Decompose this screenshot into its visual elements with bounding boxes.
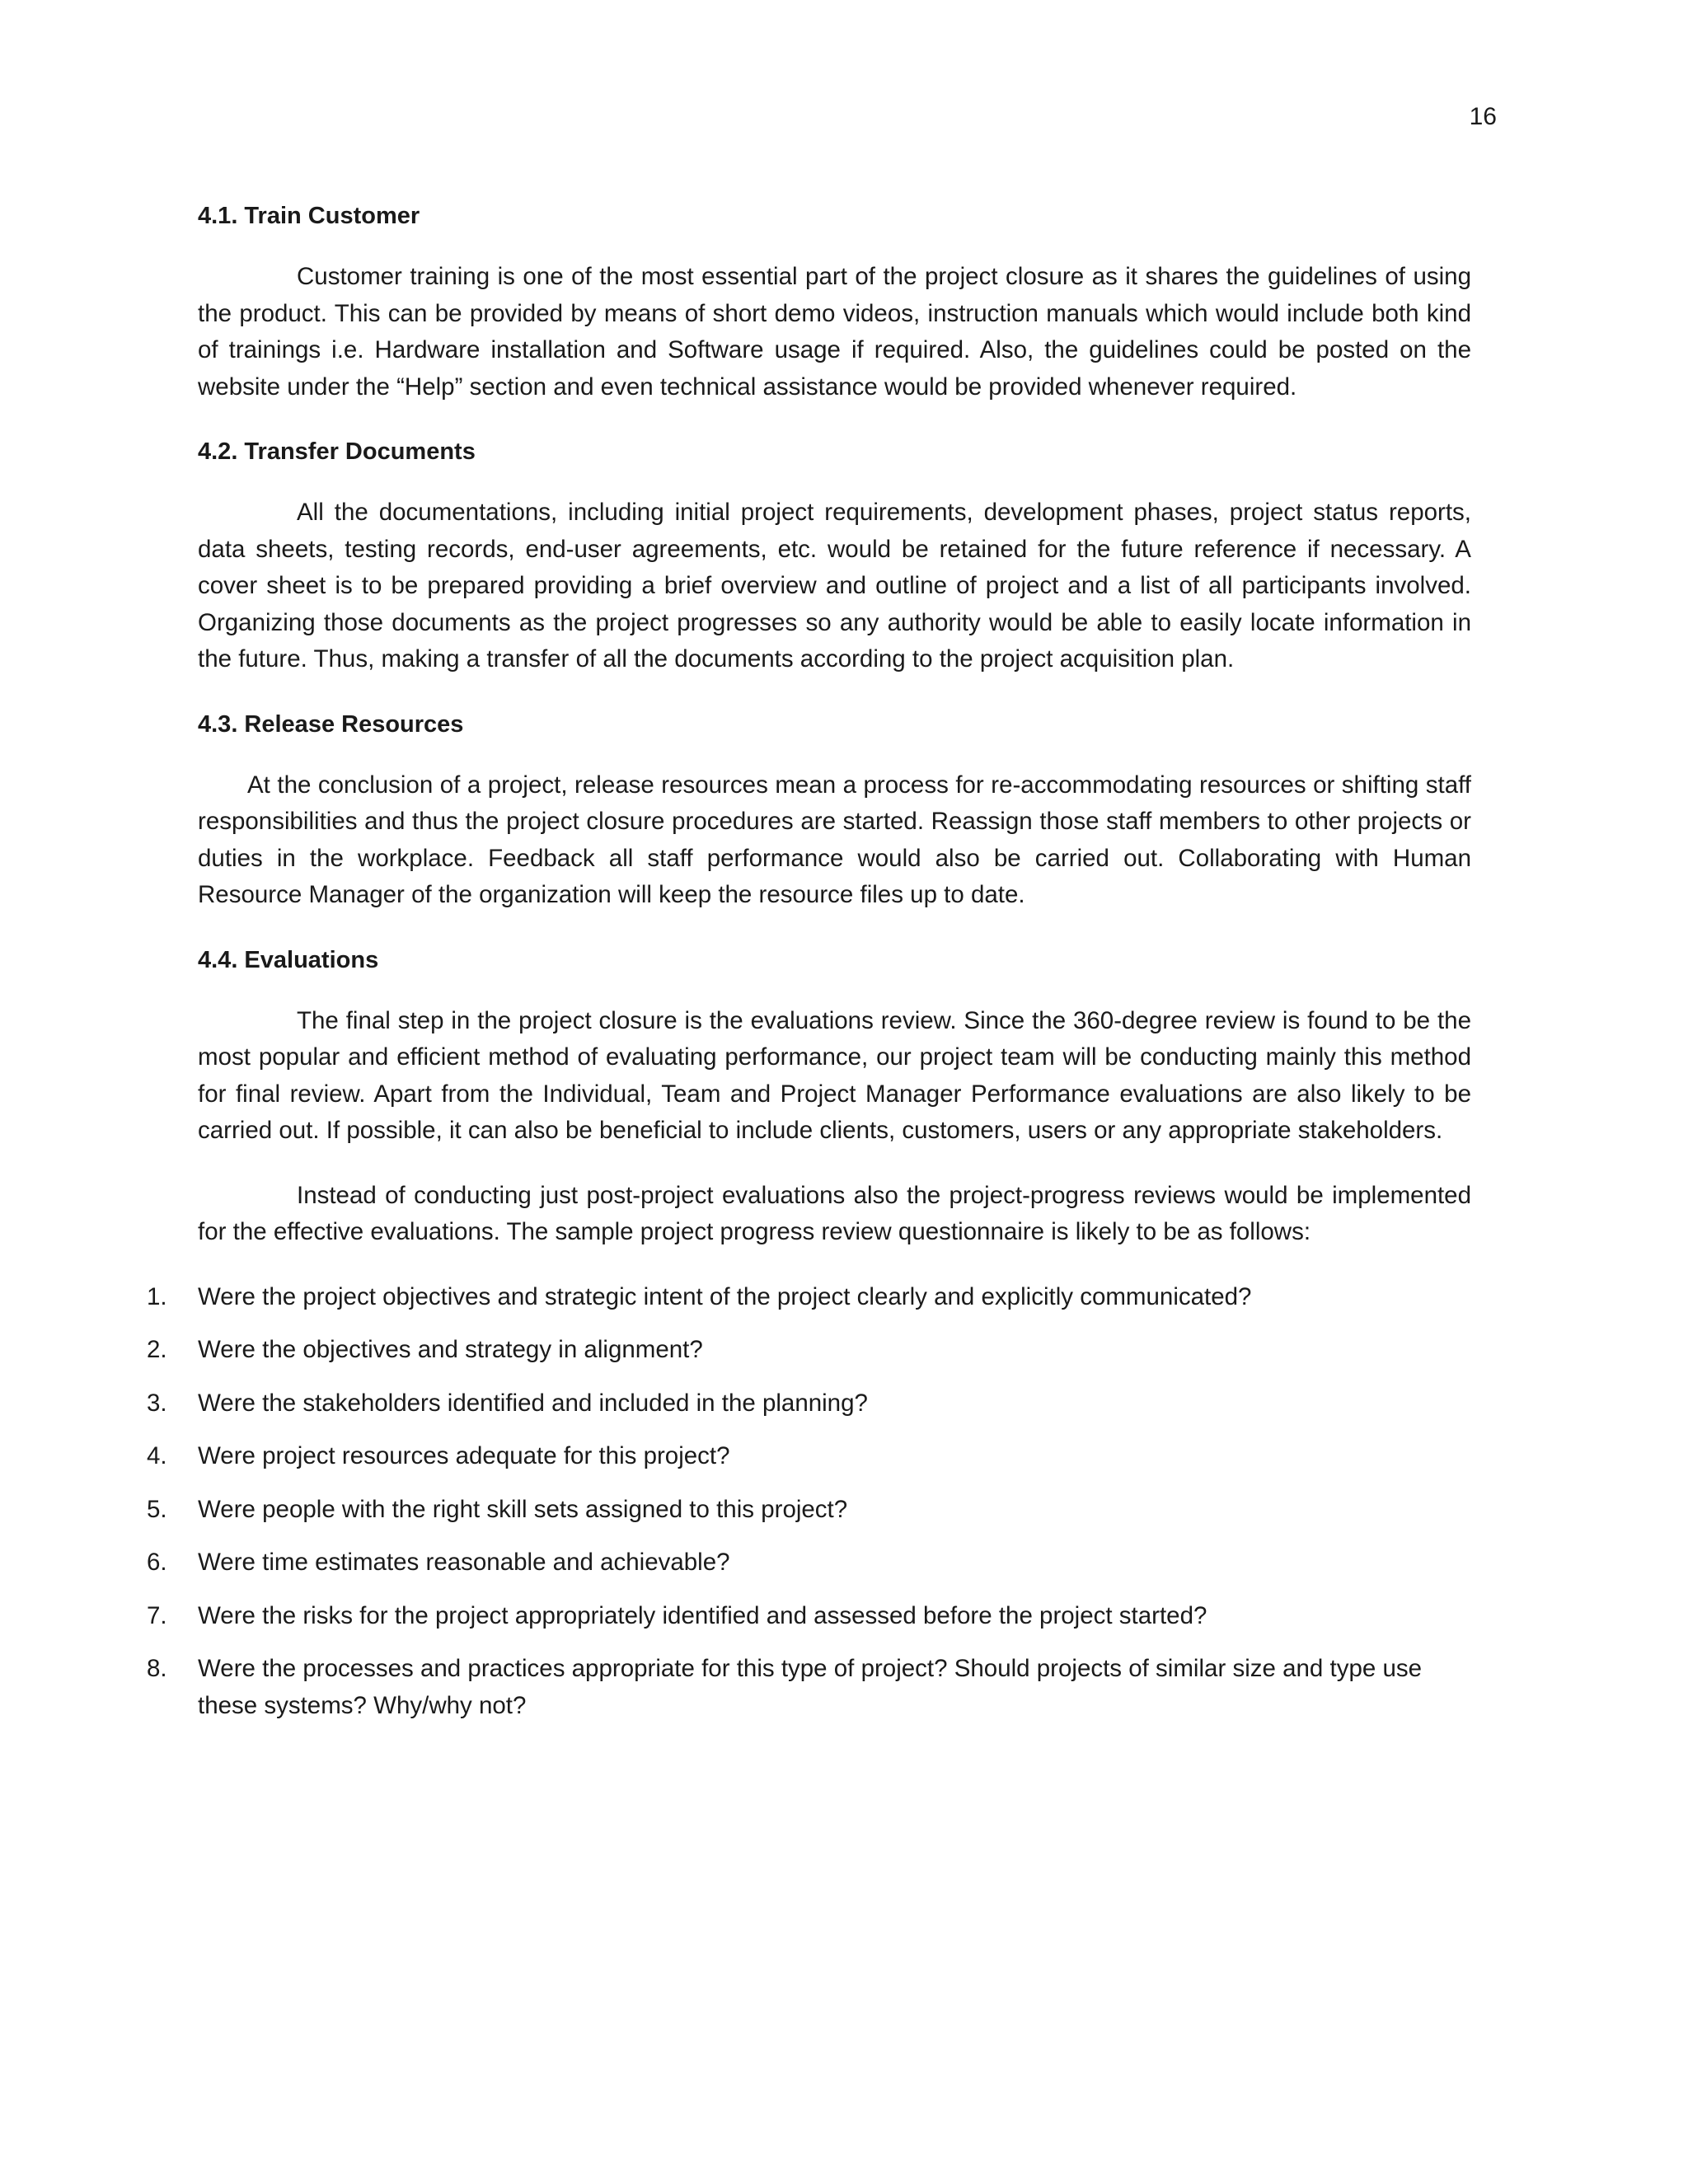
list-item	[147, 1651, 1471, 1724]
list-item	[147, 1385, 1471, 1422]
list-item-number: 1.	[147, 1282, 167, 1310]
list-item-number: 4.	[147, 1442, 167, 1469]
list-item-text: Were the objectives and strategy in alignment?	[198, 1336, 703, 1363]
list-item-text: Were the stakeholders identified and included in the planning?	[198, 1389, 868, 1417]
list-item-text: Were time estimates reasonable and achievable?	[198, 1549, 730, 1576]
list-item-number: 8.	[147, 1655, 167, 1682]
list-item	[147, 1544, 1471, 1582]
list-item-text: Were people with the right skill sets assigned to this project?	[198, 1495, 848, 1523]
section-heading: 4.4. Evaluations	[198, 946, 379, 973]
list-item	[147, 1492, 1471, 1529]
section-evaluations	[198, 942, 1471, 1251]
paragraph: The final step in the project closure is the evaluations review. Since the 360-degree review is found to be the most popular and efficient method of evaluating performance, our project team will be conducting mainly this method for final review. Apart from the Individual, Team and Project Manager Performance evaluations are also likely to be carried out. If possible, it can also be beneficial to include clients, customers, users or any appropriate stakeholders.	[198, 1006, 1471, 1144]
list-item	[147, 1279, 1471, 1316]
section-transfer-documents	[198, 434, 1471, 678]
section-train-customer	[198, 198, 1471, 405]
list-item-number: 5.	[147, 1495, 167, 1523]
section-release-resources	[198, 706, 1471, 914]
paragraph: All the documentations, including initial project requirements, development phases, project status reports, data sheets, testing records, end-user agreements, etc. would be retained for the future reference if necessary. A cover sheet is to be prepared providing a brief overview and outline of project and a list of all participants involved. Organizing those documents as the project progresses so any authority would be able to easily locate information in the future. Thus, making a transfer of all the documents according to the project acquisition plan.	[198, 499, 1471, 673]
list-item-number: 7.	[147, 1601, 167, 1629]
list-item-number: 3.	[147, 1389, 167, 1417]
list-item-text: Were the project objectives and strategic intent of the project clearly and explicitly communicated?	[198, 1282, 1252, 1310]
document-body	[147, 198, 1471, 1741]
list-item	[147, 1438, 1471, 1475]
paragraph: At the conclusion of a project, release resources mean a process for re-accommodating resources or shifting staff responsibilities and thus the project closure procedures are started. Reassign those staff members to other projects or duties in the workplace. Feedback all staff performance would also be carried out. Collaborating with Human Resource Manager of the organization will keep the resource files up to date.	[198, 771, 1471, 908]
paragraph: Instead of conducting just post-project evaluations also the project-progress reviews would be implemented for the effective evaluations. The sample project progress review questionnaire is likely to be as follows:	[198, 1181, 1471, 1245]
page-number: 16	[1469, 103, 1497, 130]
section-heading: 4.1. Train Customer	[198, 203, 420, 229]
questionnaire-list	[147, 1279, 1471, 1725]
list-item-number: 6.	[147, 1549, 167, 1576]
list-item-text: Were project resources adequate for this project?	[198, 1442, 730, 1469]
section-heading: 4.3. Release Resources	[198, 710, 464, 738]
list-item-number: 2.	[147, 1336, 167, 1363]
list-item	[147, 1598, 1471, 1635]
paragraph: Customer training is one of the most essential part of the project closure as it shares the guidelines of using the product. This can be provided by means of short demo videos, instruction manuals which would include both kind of trainings i.e. Hardware installation and Software usage if required. Also, the guidelines could be posted on the website under the “Help” section and even technical assistance would be provided whenever required.	[198, 263, 1471, 401]
list-item-text: Were the processes and practices appropriate for this type of project? Should projects of similar size and type use these systems? Why/why not?	[198, 1655, 1423, 1719]
section-heading: 4.2. Transfer Documents	[198, 438, 476, 465]
list-item-text: Were the risks for the project appropriately identified and assessed before the project started?	[198, 1601, 1207, 1629]
list-item	[147, 1332, 1471, 1369]
